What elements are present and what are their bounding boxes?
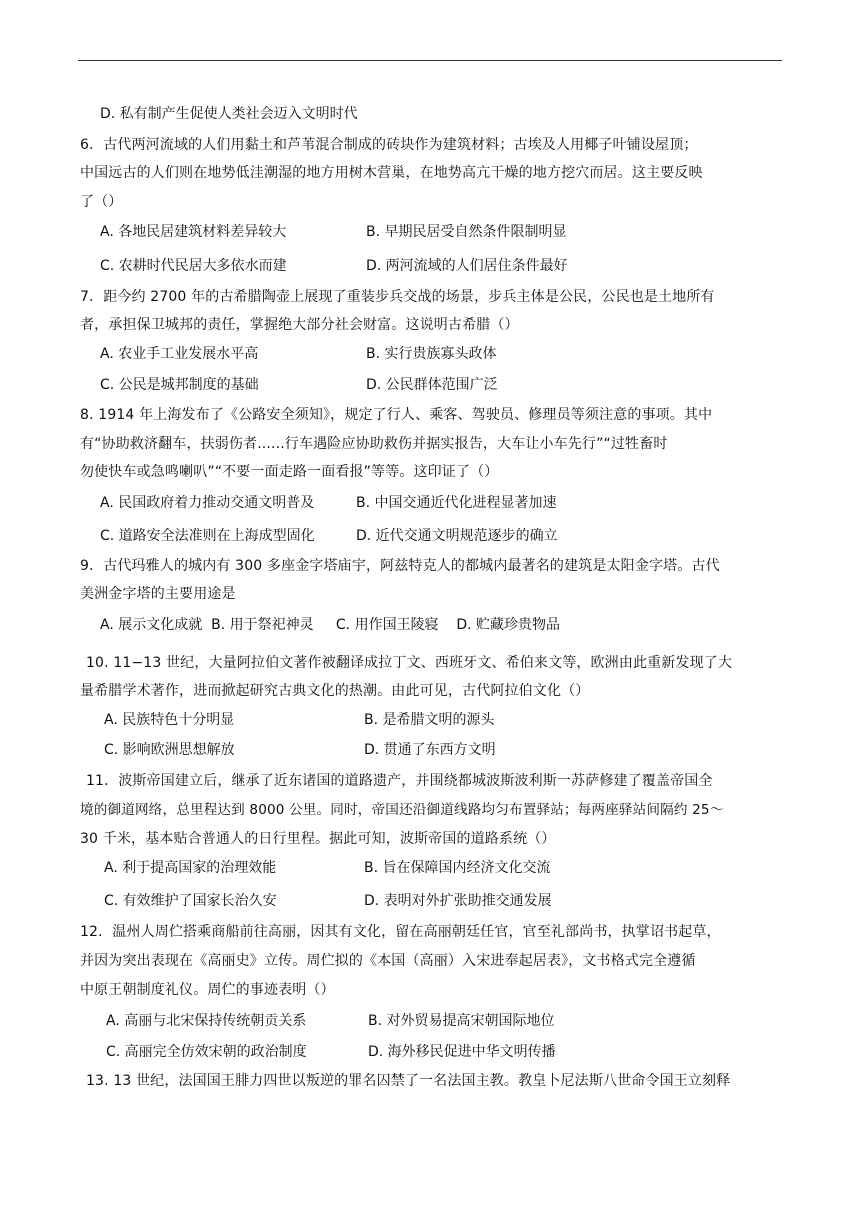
- q11-option-b: B. 旨在保障国内经济文化交流: [364, 860, 551, 876]
- q12-option-b: B. 对外贸易提高宋朝国际地位: [368, 1013, 555, 1029]
- q10-option-a: A. 民族特色十分明显: [104, 712, 235, 728]
- q11-option-d: D. 表明对外扩张助推交通发展: [364, 893, 552, 909]
- q12-text-line-3: 中原王朝制度礼仪。周伫的事迹表明（）: [80, 982, 335, 998]
- q11-text-line-3: 30 千米，基本贴合普通人的日行里程。据此可知，波斯帝国的道路系统（）: [80, 831, 556, 847]
- q9-options-line: A. 展示文化成就 B. 用于祭祀神灵 C. 用作国王陵寝 D. 贮藏珍贵物品: [100, 617, 561, 633]
- q7-option-b: B. 实行贵族寡头政体: [366, 346, 497, 362]
- q8-option-a: A. 民国政府着力推动交通文明普及: [100, 495, 315, 511]
- q8-text-line-2: 有“协助救济翻车，扶弱伤者......行车遇险应协助救伤并据实报告，大车让小车先行”“过牲畜时: [80, 436, 668, 452]
- q11-option-c: C. 有效维护了国家长治久安: [104, 893, 277, 909]
- q12-option-d: D. 海外移民促进中华文明传播: [368, 1044, 556, 1060]
- q7-option-a: A. 农业手工业发展水平高: [100, 346, 259, 362]
- q10-text-line-2: 量希腊学术著作，进而掀起研究古典文化的热潮。由此可见，古代阿拉伯文化（）: [80, 683, 590, 699]
- q11-text-line-2: 境的御道网络，总里程达到 8000 公里。同时，帝国还沿御道线路均匀布置驿站；每两座驿站间隔约 25～: [80, 802, 724, 818]
- q7-text-line-1: 7．距今约 2700 年的古希腊陶壶上展现了重装步兵交战的场景，步兵主体是公民，公民也是土地所有: [80, 289, 715, 305]
- q12-option-a: A. 高丽与北宋保持传统朝贡关系: [106, 1013, 307, 1029]
- q8-option-c: C. 道路安全法准则在上海成型固化: [100, 528, 315, 544]
- q6-text-line-1: 6．古代两河流域的人们用黏土和芦苇混合制成的砖块作为建筑材料；古埃及人用椰子叶铺设屋顶；: [80, 137, 698, 153]
- q6-option-b: B. 早期民居受自然条件限制明显: [366, 224, 567, 240]
- q11-option-a: A. 利于提高国家的治理效能: [104, 860, 277, 876]
- q8-text-line-3: 勿使快车或急鸣喇叭”“不要一面走路一面看报”等等。这印证了（）: [80, 464, 499, 480]
- q10-option-d: D. 贯通了东西方文明: [364, 742, 496, 758]
- q9-text-line-1: 9．古代玛雅人的城内有 300 多座金字塔庙宇，阿兹特克人的都城内最著名的建筑是太阳金字塔。古代: [80, 558, 720, 574]
- q6-option-c: C. 农耕时代民居大多依水而建: [100, 258, 287, 274]
- q8-option-b: B. 中国交通近代化进程显著加速: [356, 495, 557, 511]
- q10-option-b: B. 是希腊文明的源头: [364, 712, 495, 728]
- q7-text-line-2: 者，承担保卫城邦的责任，掌握绝大部分社会财富。这说明古希腊（）: [80, 317, 519, 333]
- q6-text-line-3: 了（）: [80, 194, 123, 210]
- q7-option-c: C. 公民是城邦制度的基础: [100, 377, 259, 393]
- q5-option-d: D. 私有制产生促使人类社会迈入文明时代: [100, 106, 358, 122]
- q8-option-d: D. 近代交通文明规范逐步的确立: [356, 528, 558, 544]
- q10-text-line-1: 10. 11−13 世纪，大量阿拉伯文著作被翻译成拉丁文、西班牙文、希伯来文等，欧洲由此重新发现了大: [86, 655, 733, 671]
- q6-option-d: D. 两河流域的人们居住条件最好: [366, 258, 568, 274]
- q6-text-line-2: 中国远古的人们则在地势低洼潮湿的地方用树木营巢，在地势高亢干燥的地方挖穴而居。这主要反映: [80, 165, 703, 181]
- q10-option-c: C. 影响欧洲思想解放: [104, 742, 235, 758]
- q6-option-a: A. 各地民居建筑材料差异较大: [100, 224, 287, 240]
- q12-text-line-2: 并因为突出表现在《高丽史》立传。周伫拟的《本国（高丽）入宋进奉起居表》，文书格式完全遵循: [80, 953, 696, 969]
- q8-text-line-1: 8. 1914 年上海发布了《公路安全须知》，规定了行人、乘客、驾驶员、修理员等须注意的事项。其中: [80, 407, 713, 423]
- q11-text-line-1: 11．波斯帝国建立后，继承了近东诸国的道路遗产，并围绕都城波斯波利斯一苏萨修建了覆盖帝国全: [86, 773, 713, 789]
- header-rule: [78, 60, 782, 61]
- q9-text-line-2: 美洲金字塔的主要用途是: [80, 586, 236, 602]
- q12-text-line-1: 12．温州人周伫搭乘商船前往高丽，因其有文化，留在高丽朝廷任官，官至礼部尚书，执掌诏书起草，: [80, 924, 721, 940]
- q7-option-d: D. 公民群体范围广泛: [366, 377, 498, 393]
- q12-option-c: C. 高丽完全仿效宋朝的政治制度: [106, 1044, 307, 1060]
- q13-text-line-1: 13. 13 世纪，法国国王腓力四世以叛逆的罪名囚禁了一名法国主教。教皇卜尼法斯八世命令国王立刻释: [86, 1073, 731, 1089]
